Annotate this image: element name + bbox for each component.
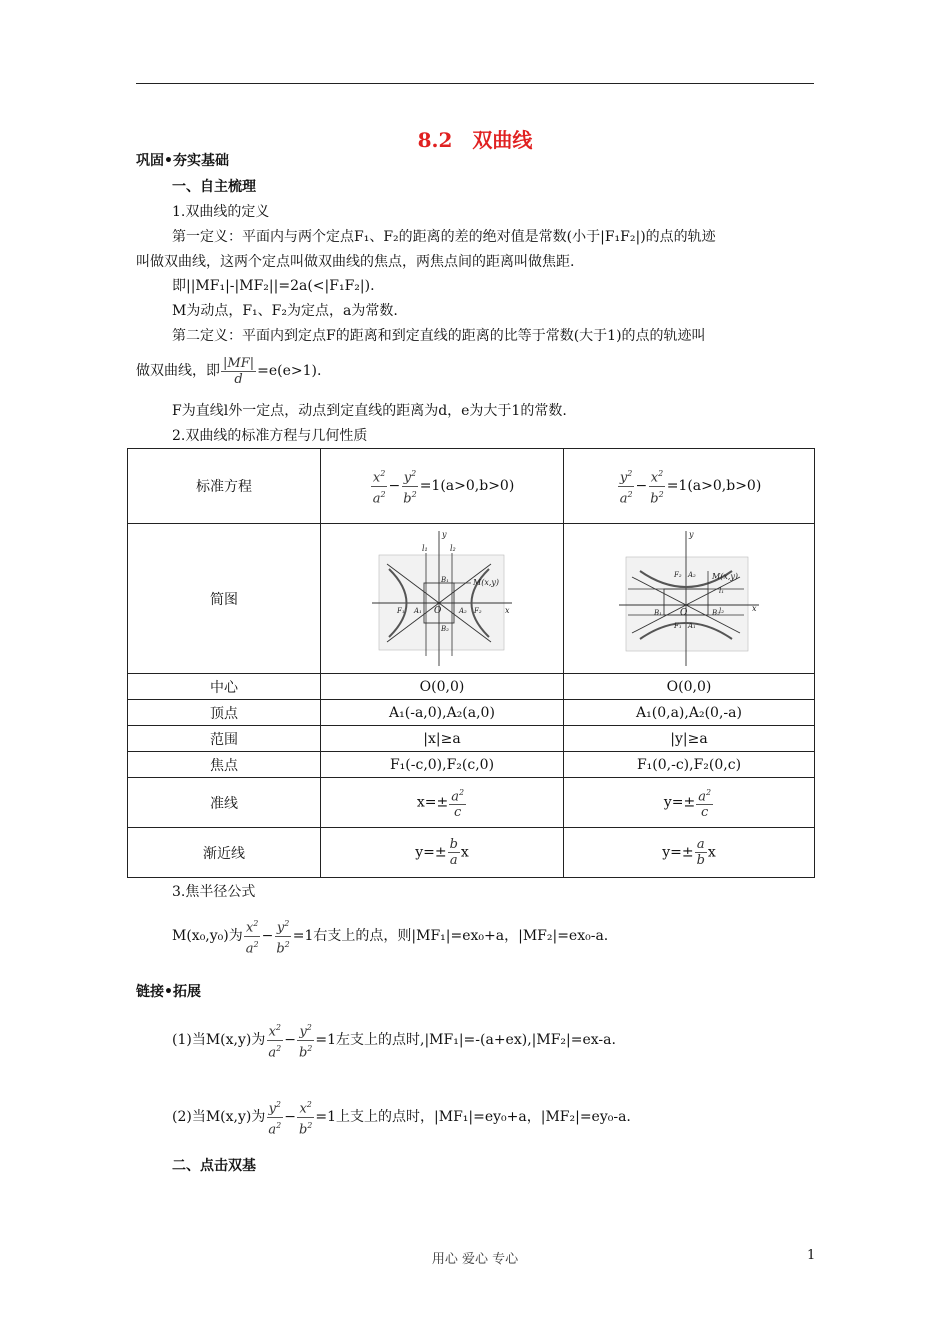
table-cell: 标准方程 <box>128 449 321 524</box>
table-cell <box>321 778 564 828</box>
svg-text:A₂: A₂ <box>459 607 467 615</box>
equation-text: =1(a>0,b>0) <box>666 478 762 494</box>
table-row <box>128 752 815 778</box>
table-cell: A₁(-a,0),A₂(a,0) <box>321 700 564 726</box>
formula-text: x=± <box>416 794 449 811</box>
svg-text:B₂: B₂ <box>712 609 720 617</box>
svg-text:A₁: A₁ <box>688 622 696 630</box>
paragraph: 2.双曲线的标准方程与几何性质 <box>172 428 368 444</box>
svg-text:M(x,y): M(x,y) <box>473 578 500 587</box>
header-rule <box>136 83 814 84</box>
table-cell <box>321 828 564 878</box>
fraction: $\frac{y^2}{b^2}$ <box>274 916 291 956</box>
paragraph: 1.双曲线的定义 <box>172 204 270 220</box>
paragraph: M为动点，F₁、F₂为定点，a为常数. <box>172 303 398 319</box>
page-footer: 用心 爱心 专心 <box>431 1252 519 1267</box>
fraction: $\frac{x^2}{a^2}$ <box>371 466 388 506</box>
text: (1)当M(x,y)为 <box>172 1032 266 1048</box>
text: 做双曲线，即 <box>136 363 220 379</box>
fraction: $\frac{y^2}{a^2}$ <box>266 1097 283 1137</box>
paragraph: 第二定义：平面内到定点F的距离和到定直线的距离的比等于常数(大于1)的点的轨迹叫 <box>172 328 706 344</box>
fraction: $\frac{x^2}{b^2}$ <box>297 1097 314 1137</box>
svg-text:l₂: l₂ <box>719 607 725 615</box>
paragraph: (1)当M(x,y)为 $\frac{x^2}{a^2}$ − $\frac{y^2}{b^2}$ =1左支上的点时,|MF₁|=-(a+ex),|MF₂|=ex-a. <box>172 1018 616 1062</box>
fraction: $\frac{x^2}{a^2}$ <box>244 916 261 956</box>
table-cell: 简图 <box>128 524 321 674</box>
table-row <box>128 700 815 726</box>
fraction: $\frac{x^2}{b^2}$ <box>648 466 665 506</box>
fraction <box>221 356 256 387</box>
subsection-heading: 一、自主梳理 <box>172 179 256 195</box>
table-cell: 顶点 <box>128 700 321 726</box>
svg-text:B₁: B₁ <box>441 576 449 584</box>
properties-table <box>127 448 815 878</box>
table-cell <box>564 828 815 878</box>
text: =1右支上的点，则|MF₁|=ex₀+a，|MF₂|=ex₀-a. <box>292 928 609 944</box>
paragraph: 叫做双曲线，这两个定点叫做双曲线的焦点，两焦点间的距离叫做焦距. <box>136 254 575 270</box>
svg-text:O: O <box>434 606 442 616</box>
section-heading: 链接•拓展 <box>136 984 201 1000</box>
svg-text:F₂: F₂ <box>674 571 682 579</box>
hyperbola-y-diagram <box>614 531 764 666</box>
fraction: $\frac{a}{b}$ <box>696 837 705 868</box>
section-heading: 巩固•夯实基础 <box>136 153 229 169</box>
fraction: $\frac{y^2}{b^2}$ <box>297 1020 314 1060</box>
paragraph: F为直线l外一定点，动点到定直线的距离为d，e为大于1的常数. <box>172 403 567 419</box>
formula-text: y=± <box>415 844 447 861</box>
subsection-heading: 二、点击双基 <box>172 1158 256 1174</box>
denominator: d <box>234 371 243 387</box>
text: =1左支上的点时,|MF₁|=-(a+ex),|MF₂|=ex-a. <box>315 1032 616 1048</box>
svg-text:y: y <box>689 531 694 539</box>
table-cell: A₁(0,a),A₂(0,-a) <box>564 700 815 726</box>
svg-text:M(x,y): M(x,y) <box>712 572 739 581</box>
svg-text:l₁: l₁ <box>719 587 725 595</box>
svg-text:F₁: F₁ <box>674 622 682 630</box>
svg-text:O: O <box>680 608 688 618</box>
fraction: $\frac{a^2}{c}$ <box>696 785 713 820</box>
table-cell: 焦点 <box>128 752 321 778</box>
paragraph: 第一定义：平面内与两个定点F₁、F₂的距离的差的绝对值是常数(小于|F₁F₂|)的点的轨迹 <box>172 229 716 245</box>
svg-text:F₁: F₁ <box>397 607 405 615</box>
formula-text: x <box>460 844 469 861</box>
hyperbola-x-diagram <box>367 531 517 666</box>
fraction: $\frac{b}{a}$ <box>449 837 458 868</box>
svg-text:x: x <box>752 604 757 613</box>
table-cell: F₁(-c,0),F₂(c,0) <box>321 752 564 778</box>
table-row <box>128 449 815 524</box>
page-number: 1 <box>807 1248 816 1263</box>
page-title: 8.2 双曲线 <box>417 128 533 152</box>
svg-text:x: x <box>505 606 510 615</box>
table-row <box>128 778 815 828</box>
text: M(x₀,y₀)为 <box>172 928 243 944</box>
text: =e(e>1). <box>257 363 322 379</box>
paragraph: M(x₀,y₀)为 $\frac{x^2}{a^2}$ − $\frac{y^2}{b^2}$ =1右支上的点，则|MF₁|=ex₀+a，|MF₂|=ex₀-a. <box>172 914 608 958</box>
table-cell: 渐近线 <box>128 828 321 878</box>
paragraph: 3.焦半径公式 <box>172 884 256 900</box>
table-cell: $\frac{x^2}{a^2}$ − $\frac{y^2}{b^2}$ =1(a>0,b>0) <box>321 449 564 524</box>
svg-text:A₁: A₁ <box>414 607 422 615</box>
equation-text: =1(a>0,b>0) <box>419 478 515 494</box>
svg-text:F₂: F₂ <box>474 607 482 615</box>
table-cell <box>321 524 564 674</box>
paragraph: 即||MF₁|-|MF₂||=2a(<|F₁F₂|). <box>172 278 375 294</box>
table-row <box>128 524 815 674</box>
formula-text: y=± <box>663 794 696 811</box>
paragraph: (2)当M(x,y)为 $\frac{y^2}{a^2}$ − $\frac{x^2}{b^2}$ =1上支上的点时，|MF₁|=ey₀+a，|MF₂|=ey₀-a. <box>172 1095 631 1139</box>
formula-text: y=± <box>662 844 694 861</box>
table-cell <box>564 524 815 674</box>
text: =1上支上的点时，|MF₁|=ey₀+a，|MF₂|=ey₀-a. <box>315 1109 631 1125</box>
table-cell: O(0,0) <box>321 674 564 700</box>
table-cell: O(0,0) <box>564 674 815 700</box>
fraction: $\frac{a^2}{c}$ <box>449 785 466 820</box>
paragraph <box>136 350 321 392</box>
table-cell: |y|≥a <box>564 726 815 752</box>
svg-text:B₂: B₂ <box>441 625 449 633</box>
svg-text:y: y <box>442 531 447 539</box>
fraction: $\frac{y^2}{a^2}$ <box>618 466 635 506</box>
fraction: $\frac{x^2}{a^2}$ <box>266 1020 283 1060</box>
table-cell: 中心 <box>128 674 321 700</box>
table-cell: $\frac{y^2}{a^2}$ − $\frac{x^2}{b^2}$ =1(a>0,b>0) <box>564 449 815 524</box>
table-cell: F₁(0,-c),F₂(0,c) <box>564 752 815 778</box>
svg-text:B₁: B₁ <box>654 609 662 617</box>
text: (2)当M(x,y)为 <box>172 1109 266 1125</box>
svg-text:l₂: l₂ <box>450 544 456 553</box>
table-cell: |x|≥a <box>321 726 564 752</box>
table-row <box>128 674 815 700</box>
table-row <box>128 726 815 752</box>
table-cell <box>564 778 815 828</box>
table-cell: 范围 <box>128 726 321 752</box>
fraction: $\frac{y^2}{b^2}$ <box>401 466 418 506</box>
formula-text: x <box>707 844 716 861</box>
svg-text:A₂: A₂ <box>688 571 696 579</box>
table-row <box>128 828 815 878</box>
numerator: |MF| <box>223 355 255 371</box>
svg-text:l₁: l₁ <box>422 544 428 553</box>
table-cell: 准线 <box>128 778 321 828</box>
